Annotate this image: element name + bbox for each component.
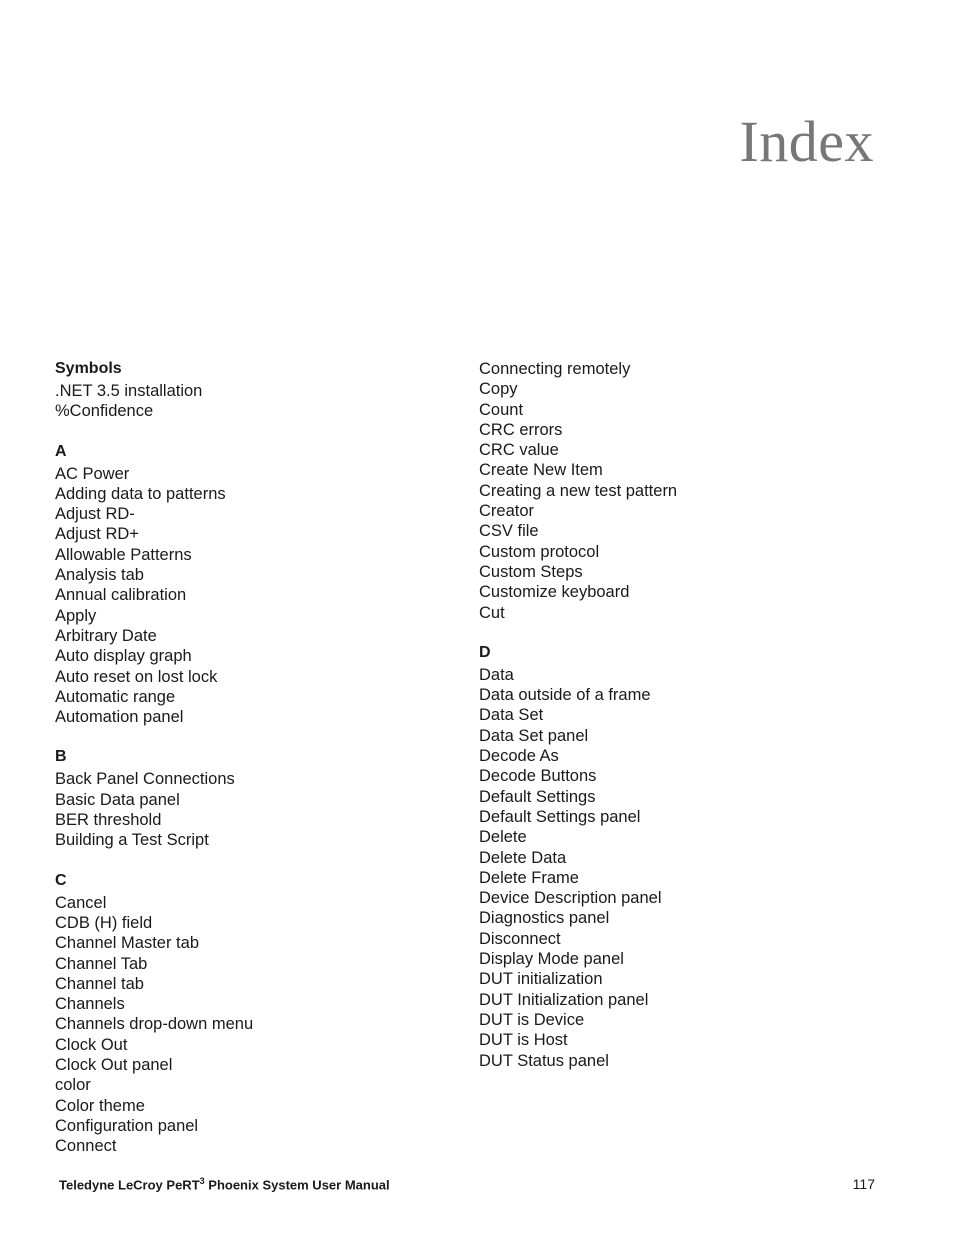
index-entry: Channel tab <box>55 974 144 993</box>
index-entry: Custom Steps <box>479 562 583 581</box>
index-entry: Auto reset on lost lock <box>55 667 218 686</box>
page-title: Index <box>739 109 874 174</box>
index-entry: Create New Item <box>479 461 603 480</box>
index-entry: Customize keyboard <box>479 583 630 602</box>
index-entry: Data Set panel <box>479 726 589 745</box>
index-entry: Basic Data panel <box>55 790 180 809</box>
index-entry: Delete <box>479 828 527 847</box>
index-group-heading: C <box>55 871 67 889</box>
index-entry: Default Settings panel <box>479 807 641 826</box>
index-entry: Count <box>479 400 524 419</box>
index-entry: .NET 3.5 installation <box>55 382 203 400</box>
index-column-left <box>55 359 455 1177</box>
index-entry: Data Set <box>479 706 544 725</box>
index-entry: CRC errors <box>479 420 563 439</box>
index-entry: Automatic range <box>55 687 176 706</box>
index-entry: DUT is Host <box>479 1031 568 1050</box>
index-entry: %Confidence <box>55 402 154 421</box>
index-group <box>55 871 455 1157</box>
index-entry: Connect <box>55 1137 117 1156</box>
index-entry: Disconnect <box>479 929 561 948</box>
index-entry: Copy <box>479 380 518 399</box>
index-entry: Cut <box>479 603 505 622</box>
index-entry: DUT Initialization panel <box>479 990 649 1009</box>
index-entry: Decode As <box>479 747 559 766</box>
index-entry: Clock Out panel <box>55 1056 173 1075</box>
index-entry: CDB (H) field <box>55 913 153 932</box>
index-entry: Channel Tab <box>55 954 148 973</box>
index-group-heading: A <box>55 442 67 460</box>
index-column-right <box>479 359 899 1091</box>
index-entry: Auto display graph <box>55 647 192 666</box>
index-entry: Display Mode panel <box>479 950 624 969</box>
manual-title: Teledyne LeCroy PeRT$^3$ Phoenix System User Manual <box>59 1176 390 1193</box>
index-entry: AC Power <box>55 464 130 483</box>
page-footer <box>59 1176 875 1192</box>
index-group <box>479 359 899 623</box>
index-entry: Analysis tab <box>55 566 144 585</box>
index-entry: color <box>55 1076 91 1095</box>
index-entry: Adjust RD- <box>55 505 135 524</box>
index-entry: Channels drop-down menu <box>55 1015 254 1034</box>
index-entry: Building a Test Script <box>55 831 209 850</box>
index-entry: Arbitrary Date <box>55 626 157 645</box>
index-group <box>55 442 455 728</box>
index-entry: Adjust RD+ <box>55 525 139 544</box>
index-group <box>479 643 899 1071</box>
index-group-heading: Symbols <box>55 360 122 377</box>
index-entry: DUT is Device <box>479 1010 585 1029</box>
index-entry: Data <box>479 665 514 684</box>
index-entry: Color theme <box>55 1096 145 1115</box>
index-group-heading: B <box>55 748 67 766</box>
index-group-heading: D <box>479 643 491 661</box>
index-group <box>55 747 455 850</box>
index-entry: Channel Master tab <box>55 934 199 953</box>
index-entry: Default Settings <box>479 787 596 806</box>
index-entry: Annual calibration <box>55 586 187 605</box>
index-entry: Delete Frame <box>479 868 579 887</box>
page-number: 117 <box>852 1176 875 1192</box>
index-entry: DUT initialization <box>479 970 603 989</box>
index-entry: Cancel <box>55 893 107 912</box>
index-entry: Configuration panel <box>55 1116 199 1135</box>
index-entry: Diagnostics panel <box>479 909 610 928</box>
index-entry: Decode Buttons <box>479 767 597 786</box>
index-entry: Clock Out <box>55 1035 128 1054</box>
index-entry: Apply <box>55 606 97 625</box>
index-entry: Device Description panel <box>479 889 662 908</box>
index-entry: Channels <box>55 995 125 1014</box>
index-entry: Data outside of a frame <box>479 686 651 705</box>
index-entry: Delete Data <box>479 848 567 867</box>
index-entry: CRC value <box>479 441 559 460</box>
index-entry: CSV file <box>479 522 539 541</box>
index-group <box>55 359 455 422</box>
index-entry: Connecting remotely <box>479 360 631 378</box>
index-entry: Adding data to patterns <box>55 484 226 503</box>
index-entry: BER threshold <box>55 811 162 830</box>
index-entry: Back Panel Connections <box>55 770 235 789</box>
index-entry: DUT Status panel <box>479 1051 609 1070</box>
index-entry: Creator <box>479 502 535 521</box>
index-entry: Creating a new test pattern <box>479 481 678 500</box>
index-entry: Allowable Patterns <box>55 545 192 564</box>
index-entry: Automation panel <box>55 708 184 727</box>
index-entry: Custom protocol <box>479 542 600 561</box>
